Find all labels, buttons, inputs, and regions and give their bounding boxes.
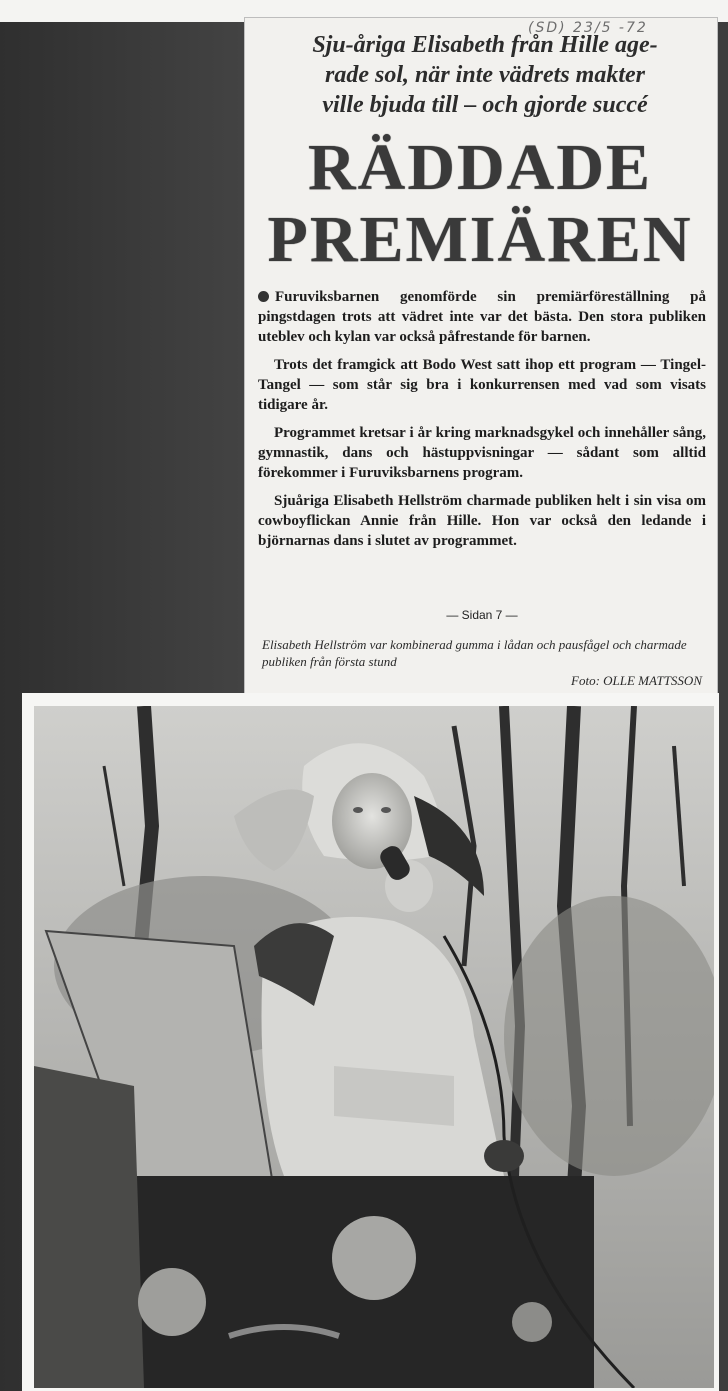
- article-paragraph: Trots det framgick att Bodo West satt ihop ett program — Tingel-Tangel — som står sig bra i konkurrensen med vad som visats tidigare år.: [258, 357, 706, 413]
- article-paragraph: Programmet kretsar i år kring marknadsgykel och innehåller sång, gymnastik, dans och hästuppvisningar — sådant som alltid förekommer i Furuviksbarnens program.: [258, 425, 706, 481]
- photo-credit: Foto: OLLE MATTSSON: [571, 673, 702, 688]
- subheadline-line: rade sol, när inte vädrets makter: [324, 62, 645, 88]
- headline: [252, 132, 708, 276]
- photograph: [34, 706, 714, 1388]
- article-paragraph: [258, 287, 706, 347]
- headline-line: PREMIÄREN: [267, 203, 693, 276]
- article-body: [258, 287, 706, 559]
- subheadline-line: Sju-åriga Elisabeth från Hille age-: [312, 32, 658, 58]
- handwritten-note: (SD) 23/5 -72: [528, 20, 648, 36]
- photo-caption: Elisabeth Hellström var kombinerad gumma i lådan och pausfågel och charmade publiken från första stund: [262, 637, 687, 669]
- subheadline-line: ville bjuda till – och gjorde succé: [322, 92, 648, 118]
- page-reference: — Sidan 7 —: [446, 608, 518, 622]
- bullet-icon: [258, 291, 269, 302]
- article-paragraph: Sjuåriga Elisabeth Hellström charmade publiken helt i sin visa om cowboyflickan Annie från Hille. Hon var också den ledande i björnarnas dans i slutet av programmet.: [258, 493, 706, 549]
- photograph-illustration: [34, 706, 714, 1388]
- subheadline: [262, 30, 708, 120]
- paragraph-text: Furuviksbarnen genomförde sin premiärföreställning på pingstdagen trots att vädret inte var det bästa. Den stora publiken uteblev och kylan var också påfrestande för barnen.: [258, 289, 706, 345]
- headline-line: RÄDDADE: [308, 131, 652, 204]
